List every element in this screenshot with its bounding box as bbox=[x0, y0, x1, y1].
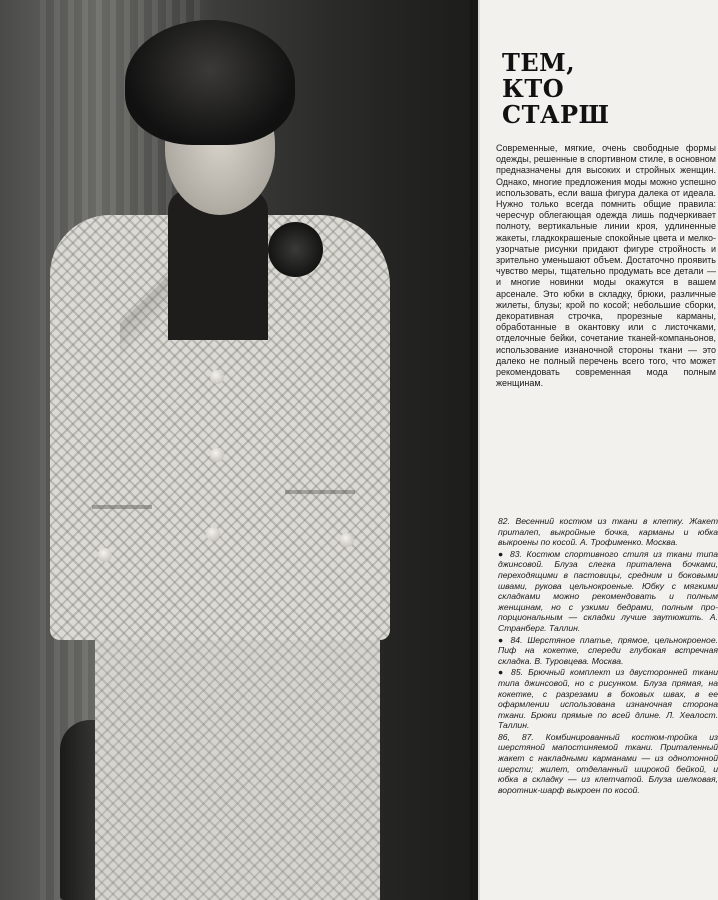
photo-captions bbox=[498, 516, 718, 796]
caption-86-87: 86, 87. Комбинированный костюм-тройка из шерстяной мапостиняемой ткани. Приталенный жакет с накладными карманами — из однотонной шерсти; жилет, отделанный широкой бейкой, и юбка в складку — из клетчатой. Блуза шелковая, воротник-шарф выкроен по косой. bbox=[498, 731, 718, 795]
caption-84: ● 84. Шерстяное платье, прямое, цельнокроеное. Пиф на кокетке, спереди глубокая встречная складка. В. Туровцева. Москва. bbox=[498, 634, 718, 666]
caption-83: ● 83. Костюм спортивного стиля из ткани типа джинсовой. Блуза слегка приталена бочками, переходящими в пастовицы, средним и боковыми швами, рукова цельнокроеные. Юбку с мягкими складками можно рекомендовать и полным женщинам, но с узкими бедрами, полным пропорциональным — складки лучше заутюжить. А. Странберг. Таллин. bbox=[498, 548, 718, 633]
caption-82: 82. Весенний костюм из ткани в клетку. Жакет приталеп, выкройные бочка, карманы и юбка выкроены по косой. А. Трофименко. Москва. bbox=[498, 516, 718, 548]
jacket-pocket bbox=[92, 505, 152, 509]
fur-hat bbox=[125, 20, 295, 145]
jacket-button bbox=[210, 448, 224, 462]
article-title: ТЕМ, КТО СТАРШ bbox=[502, 48, 610, 129]
caption-85: ● 85. Брючный комплект из двусторонней ткани типа джинсовой, но с рисунком. Блуза прямая, на кокетке, с разрезами в боковых швах, в ее офармлении использована изнаночная сторона ткани. Брюки прямые по всей длине. Л. Хеалост. Таллин. bbox=[498, 667, 718, 731]
jacket-button bbox=[210, 370, 224, 384]
article-body: Современные, мягкие, очень свободные формы одежды, решенные в спортивном стиле, в основном предназначены для высоких и стройных женщин. Однако, многие предложения моды можно успешно использовать, если ваша фигура далека от идеала. Нужно только всегда помнить общие правила: чересчур облегающая одежда лишь подчеркивает полноту, вертикальные линии кроя, удлиненные жакеты, гладкокрашеные спокойные цвета и мелко-узорчатые рисунки придают фигуре стройность и зрительно уменьшают объем. Достаточно проявить чувство меры, тщательно продумать все детали — и многие новинки моды окажутся в вашем арсенале. Это юбки в складку, брюки, различные жилеты, блузы; крой по косой; небольшие сборки, декоративная строчка, прорезные карманы, обработанные в окантовку или с листочками, отделочные бейки, сочетание тканей-компаньонов, использование изнаночной стороны ткани — это далеко не полный перечень всего того, что может рекомендовать современная мода полным женщинам. bbox=[496, 143, 716, 389]
corsage-flower bbox=[268, 222, 323, 277]
checked-skirt bbox=[95, 620, 380, 900]
jacket-pocket bbox=[285, 490, 355, 494]
text-column bbox=[480, 0, 718, 900]
jacket-button bbox=[206, 527, 220, 541]
pocket-button bbox=[98, 548, 112, 562]
pocket-button bbox=[340, 533, 354, 547]
